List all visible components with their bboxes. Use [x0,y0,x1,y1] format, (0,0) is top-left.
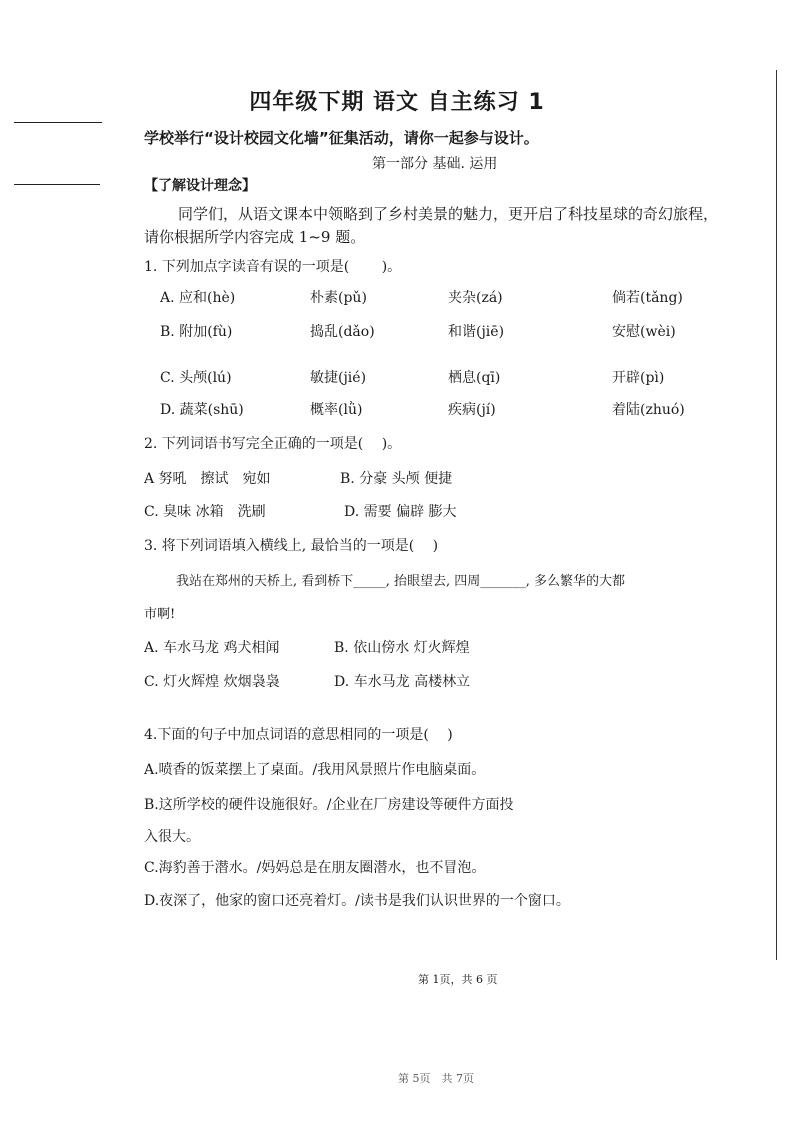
q4-option-a: A.喷香的饭菜摆上了桌面。/我用风景照片作电脑桌面。 [144,762,486,778]
page-edge-line [776,70,777,960]
q1-option-d: D. 蔬菜(shū) [160,402,244,418]
page-number: 第 1页，共 6 页 [418,973,498,986]
q2-option-b: B. 分豪 头颅 便捷 [340,471,453,487]
q1-word: 朴素(pǔ) [310,290,367,306]
q1-word: 倘若(tǎng) [612,290,683,306]
activity-subtitle: 学校举行“设计校园文化墙”征集活动，请你一起参与设计。 [144,129,539,147]
q2-option-c: C. 臭味 冰箱 洗刷 [144,504,266,520]
q3-option-a: A. 车水马龙 鸡犬相闻 [144,640,280,656]
part-heading: 第一部分 基础. 运用 [372,156,498,172]
q4-stem: 4.下面的句子中加点词语的意思相同的一项是( ) [144,727,453,743]
q1-word: 敏捷(jié) [310,370,367,386]
q2-option-a: A 努吼 擦试 宛如 [144,471,271,487]
q3-stem: 3. 将下列词语填入横线上, 最恰当的一项是( ) [144,538,439,554]
q1-option-c: C. 头颅(lú) [160,370,232,386]
q1-word: 安慰(wèi) [612,324,676,340]
q3-passage-line-1: 我站在郑州的天桥上, 看到桥下_____, 抬眼望去, 四周_______, 多么繁华的大都 [176,574,626,589]
q4-option-d: D.夜深了，他家的窗口还亮着灯。/读书是我们认识世界的一个窗口。 [144,893,570,909]
q3-passage-line-2: 市啊! [144,607,176,622]
q1-option-a: A. 应和(hè) [160,290,236,306]
q3-option-d: D. 车水马龙 高楼林立 [334,674,471,690]
intro-line-2: 请你根据所学内容完成 1~9 题。 [144,228,366,246]
q3-option-c: C. 灯火辉煌 炊烟袅袅 [144,674,280,690]
q1-stem: 1. 下列加点字读音有误的一项是( )。 [144,259,402,275]
q1-word: 捣乱(dǎo) [310,324,375,340]
q1-word: 概率(lǜ) [310,402,363,418]
q3-option-b: B. 依山傍水 灯火辉煌 [334,640,470,656]
q1-word: 开辟(pì) [612,370,665,386]
q2-option-d: D. 需要 偏辟 膨大 [344,504,457,520]
q1-word: 和谐(jiē) [448,324,505,340]
q1-option-b: B. 附加(fù) [160,324,233,340]
q4-option-c: C.海豹善于潜水。/妈妈总是在朋友圈潜水，也不冒泡。 [144,860,486,876]
q4-option-b-line-1: B.这所学校的硬件设施很好。/企业在厂房建设等硬件方面投 [144,797,514,813]
q4-option-b-line-2: 入很大。 [144,829,200,845]
intro-line-1: 同学们，从语文课本中领略到了乡村美景的魅力，更开启了科技星球的奇幻旅程， [178,205,719,223]
q1-word: 疾病(jí) [448,402,496,418]
bleed-through-footer: 第 5页 共 7页 [398,1072,474,1085]
page-title: 四年级下期 语文 自主练习 1 [249,90,545,115]
margin-rule-2 [14,184,100,185]
section-heading: 【了解设计理念】 [144,178,256,194]
q1-word: 夹杂(zá) [448,290,503,306]
q1-word: 着陆(zhuó) [612,402,685,418]
q2-stem: 2. 下列词语书写完全正确的一项是( )。 [144,436,402,452]
q1-word: 栖息(qī) [448,370,501,386]
margin-rule-1 [14,122,102,123]
